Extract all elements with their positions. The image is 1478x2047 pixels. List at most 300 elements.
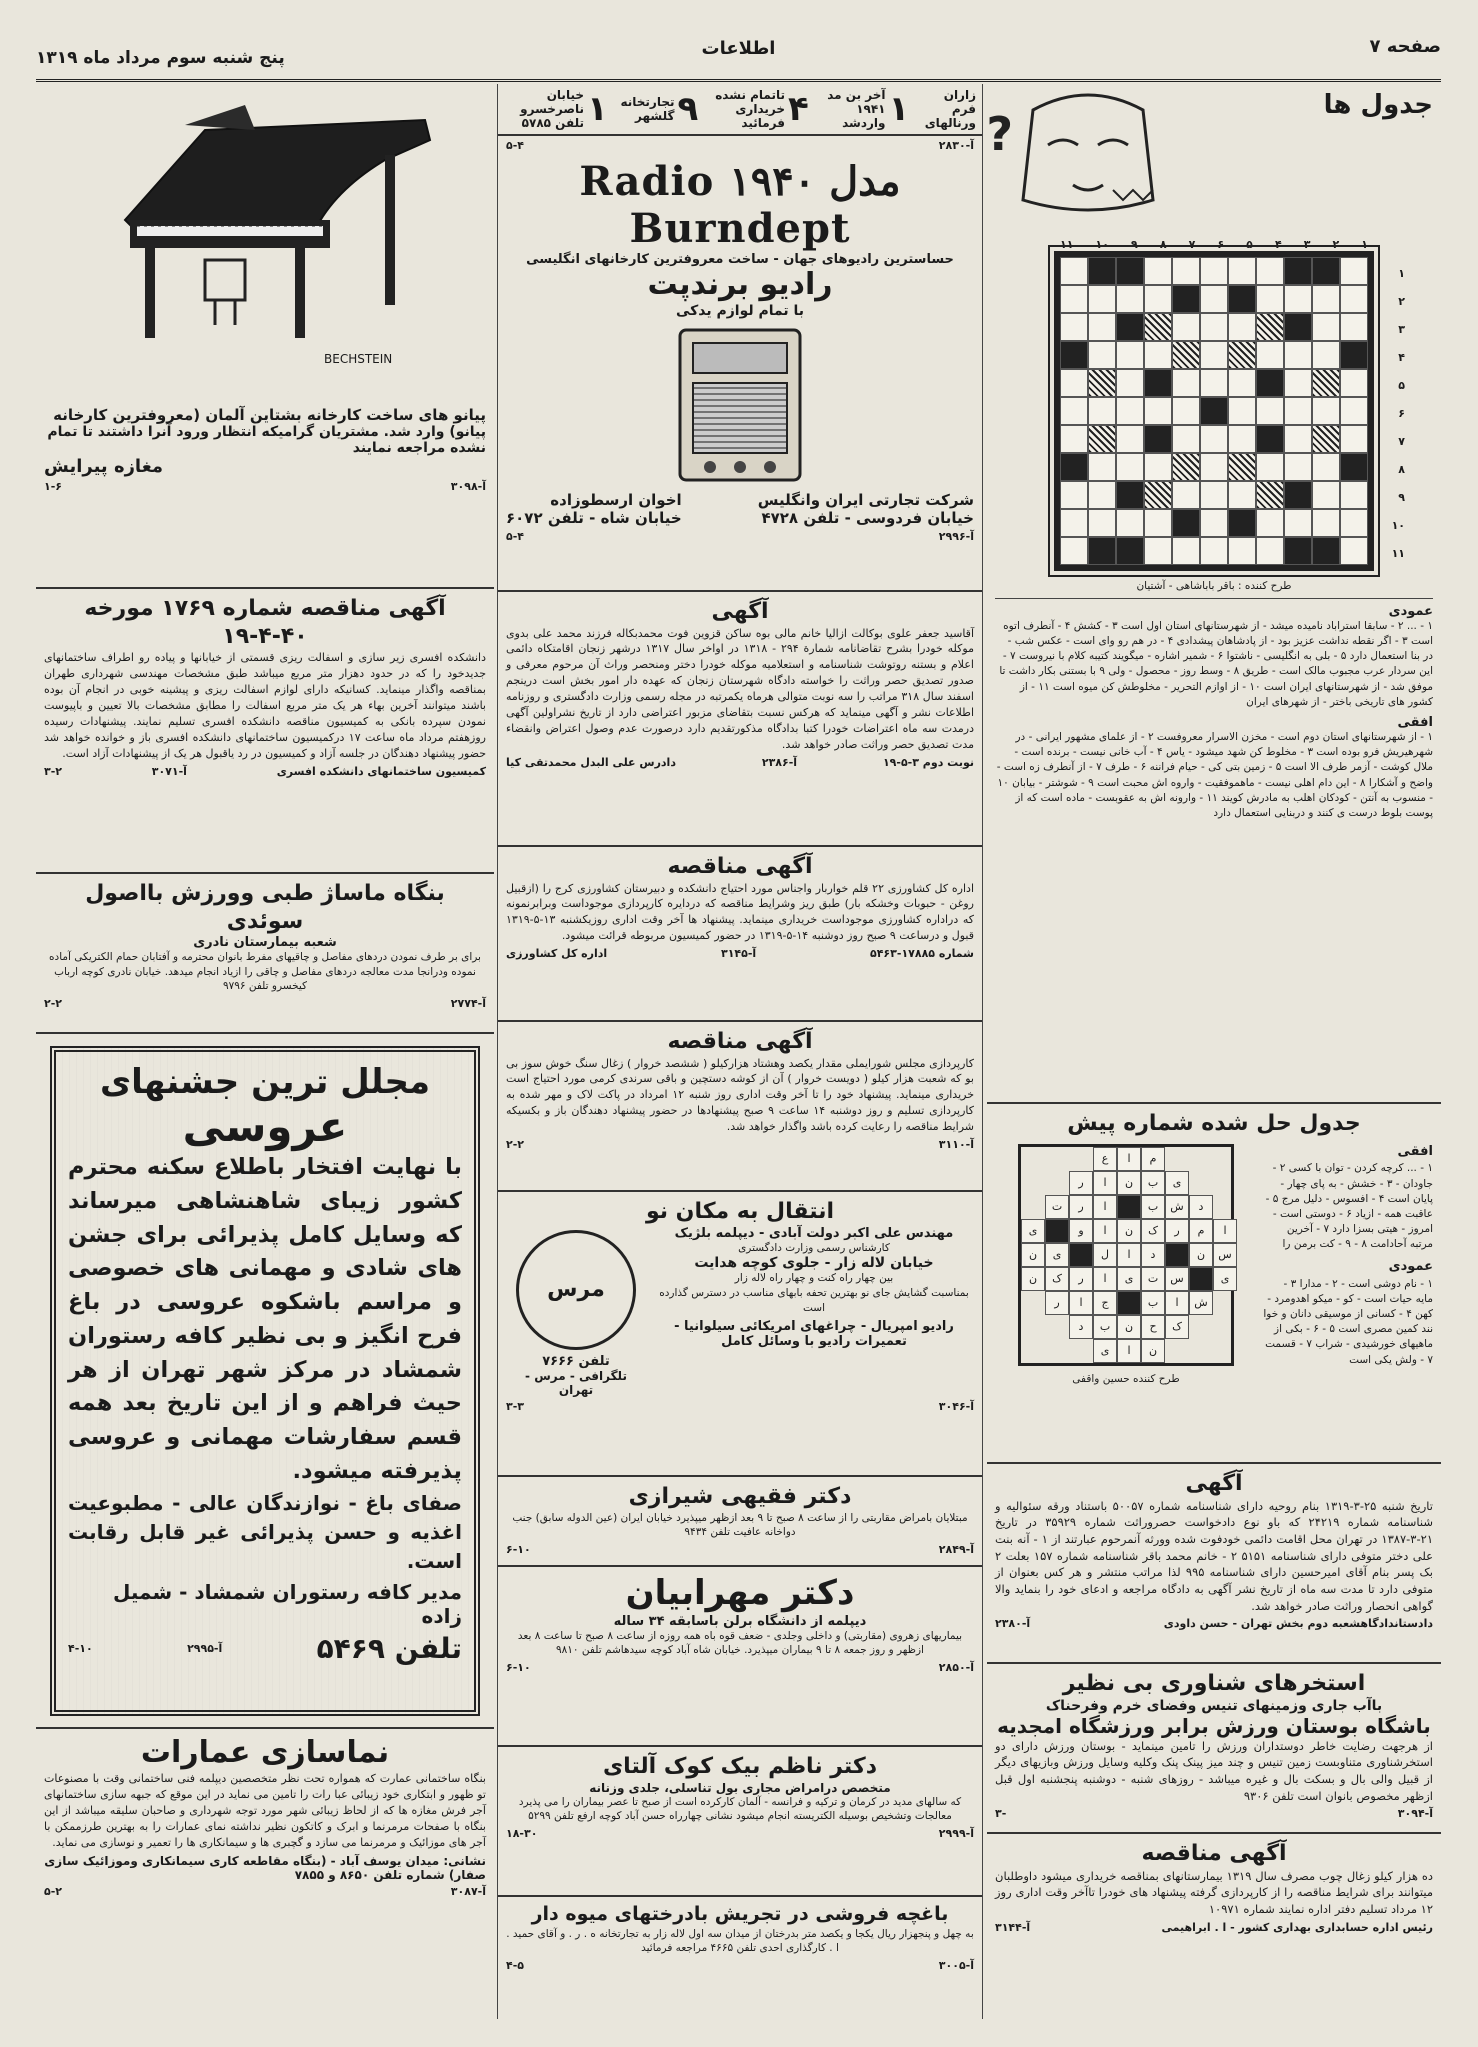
crossword-cell	[1312, 537, 1340, 565]
tender-right	[987, 1834, 1441, 2014]
row-num: ۱	[1398, 267, 1405, 280]
solution-cell	[1213, 1339, 1237, 1363]
solution-cell: ش	[1165, 1195, 1189, 1219]
top-item-num: ۴	[788, 89, 809, 129]
crossword-cell	[1088, 537, 1116, 565]
crossword-cell	[1172, 397, 1200, 425]
notice-center	[498, 592, 982, 847]
nazem-ref-row	[506, 1827, 974, 1840]
row-num: ۳	[1398, 323, 1405, 336]
crossword-cell	[1088, 369, 1116, 397]
pools-body: از هرجهت رضایت خاطر دوستداران ورزش را تامین مینماید - بوستان ورزش دارای دو استخرشناوری متناوبست زمین تنیس و چند میز پینک پنک وکلیه وسایل ورزش وبازیهای دیگر از قبیل والی بال و بسکت بال و غیره میباشد - روزهای شنبه - دوشنبه پنجشنبه اول قبل ازظهر مخصوص بانوان است تلفن ۹۳۰۶	[995, 1738, 1433, 1803]
crossword-cell	[1172, 481, 1200, 509]
solution-h-head: افقی	[1397, 1143, 1433, 1159]
crossword-cell	[1284, 481, 1312, 509]
solution-cell: ا	[1069, 1291, 1093, 1315]
solution-cell	[1069, 1339, 1093, 1363]
facade-title: نماسازی عمارات	[140, 1735, 390, 1770]
solution-cell	[1045, 1315, 1069, 1339]
piano-ref-row	[44, 480, 486, 493]
massage-num: ۲-۲	[44, 997, 62, 1011]
mehrabian-ref-row	[506, 1661, 974, 1674]
row-num: ۴	[1398, 351, 1405, 364]
seller-left-name: اخوان ارسطوزاده	[550, 491, 682, 509]
row-num: ۲	[1398, 295, 1405, 308]
radio-name: رادیو برندپت	[647, 267, 833, 302]
solution-cell: د	[1189, 1195, 1213, 1219]
crossword-cell	[1116, 509, 1144, 537]
tender-agri-body: اداره کل کشاورزی ۲۲ قلم خواربار واجناس مورد احتیاج دانشکده و دبیرستان کشاورزی کرج را (ازقبیل روغن - حبوبات وخشکه بار) طبق ریز وشرایط مناقصه که دردایره کارپردازی موجوداست وبرابرنمونه که دراداره کشاورزی موجوداست خریداری مینماید. پیشنهاد ها آخر وقت اداری روزیکشنبه ۱۳-۵-۱۳۱۹ قبول و درساعت ۹ صبح روز دوشنبه ۱۴-۵-۱۳۱۹ در حضور کمیسیون مربوطه قرائت میشود.	[506, 881, 975, 943]
garden-title: باغچه فروشی در تجریش بادرختهای میوه دار	[531, 1903, 949, 1925]
solution-cell	[1069, 1243, 1093, 1267]
piano-ad	[36, 84, 494, 589]
crossword-cell	[1256, 285, 1284, 313]
solution-cell	[1213, 1291, 1237, 1315]
wedding-ad	[36, 1034, 494, 1729]
solution-v-clues: ۱ - نام دوشی است - ۲ - مدارا ۳ - مایه حیات است - کو - میکو اهدومرد - کهن ۴ - کسانی از موسیقی دانان و خوا نند کمین مصری است ۵ - ۶ - بکی از ماهیهای خورشیدی - شراب ۷ - قسمت ۷ - ولش یکی است	[1263, 1277, 1433, 1366]
solution-cell	[1045, 1171, 1069, 1195]
top-item-text: تجارتخانه گلشهر	[620, 95, 675, 123]
crossword-cell	[1200, 285, 1228, 313]
facade-addr: نشانی: میدان یوسف آباد - (بنگاه مقاطعه کاری سیمانکاری وموزائیک سازی صفار) شماره تلفن ۸۶۵۰ و ۷۸۵۵	[44, 1853, 486, 1882]
solution-cell	[1165, 1147, 1189, 1171]
solution-cell: م	[1141, 1147, 1165, 1171]
top-item	[705, 88, 809, 130]
crossword-cell	[1312, 369, 1340, 397]
left-column	[36, 84, 494, 2019]
crossword-cell	[1144, 369, 1172, 397]
col-num: ۶	[1217, 238, 1225, 251]
facade-ref: آ-۳۰۸۷	[450, 1884, 486, 1898]
move-telegraph: تلگرافی - مرس - تهران	[525, 1368, 627, 1397]
mehrabian-title: دکتر مهرابیان	[625, 1573, 855, 1613]
top-item	[816, 88, 910, 130]
garden-num: ۴-۵	[506, 1959, 524, 1973]
crossword-cell	[1256, 509, 1284, 537]
pools-ref-row	[995, 1807, 1433, 1820]
solution-cell	[1045, 1339, 1069, 1363]
wedding-line1: مجلل ترین جشنهای	[99, 1062, 431, 1102]
solution-cell	[1189, 1315, 1213, 1339]
solution-cell: ا	[1117, 1339, 1141, 1363]
notice-right	[987, 1464, 1441, 1664]
solution-cell: ا	[1117, 1147, 1141, 1171]
solution-wrap	[995, 1138, 1433, 1387]
crossword-cell	[1228, 341, 1256, 369]
row-num: ۸	[1398, 463, 1405, 476]
solution-cell: ب	[1141, 1291, 1165, 1315]
crossword-cell	[1284, 285, 1312, 313]
crossword-cell	[1340, 313, 1368, 341]
crossword-cell	[1200, 341, 1228, 369]
solution-cell: ر	[1165, 1219, 1189, 1243]
notice-center-ref-row	[506, 756, 974, 769]
solution-cell	[1021, 1195, 1045, 1219]
solution-v-head: عمودی	[1388, 1258, 1433, 1274]
tender-univ-body: دانشکده افسری زیر سازی و اسفالت ریزی قسمتی از خیابانها و پیاده رو اطراف ساختمانهای جدیدخود را که در حدود دهزار متر مربع میباشد طبق مشخصات مهندسی شهرداری طهران بمناقصه واگذار مینماید. کسانیکه دارای لوازم اسفالت ریزی و پیشینه خوبی در انجام آن بوده باشند میتوانند آخرین بهاء هر یک متر مربع اسفالت را مطابق مشخصات بالا تعیین و باپیوست نمودن سپرده بانکی به کمیسیون مناقصه دانشکده افسری تسلیم نمایند. پیشنهادات رسیده روزهفتم مرداد ماه ساعت ۱۷ درکمیسیون ساختمانهای دانشکده افسری باز و خوانده خواهد شد حضور پیشنهاد دهندگان در جلسه آزاد و کمیسیون در رد یاقبول هر یک از پیشنهادات آزاد است.	[44, 651, 486, 760]
crossword-col-numbers	[1060, 238, 1368, 251]
crossword-cell	[1116, 369, 1144, 397]
solution-cell: ا	[1093, 1171, 1117, 1195]
solution-credit: طرح کننده حسین واقفی	[1072, 1372, 1180, 1385]
piano-brand: BECHSTEIN	[324, 352, 393, 366]
crossword-cell	[1256, 453, 1284, 481]
move-num: ۳-۳	[506, 1399, 524, 1413]
top-ref-row	[498, 139, 982, 152]
crossword-cell	[1116, 341, 1144, 369]
radio-num: ۵-۴	[506, 530, 524, 543]
col-num: ۸	[1159, 238, 1167, 251]
crossword-cell	[1256, 369, 1284, 397]
solution-cell: ک	[1165, 1315, 1189, 1339]
crossword-cell	[1088, 481, 1116, 509]
solution-cell: د	[1069, 1315, 1093, 1339]
solution-cell	[1021, 1147, 1045, 1171]
solution-clues	[1263, 1138, 1433, 1387]
crossword-cell	[1284, 257, 1312, 285]
radio-ad	[498, 152, 982, 592]
tender-univ-num: ۳-۲	[44, 764, 62, 778]
solution-cell	[1045, 1219, 1069, 1243]
crossword-cell	[1172, 537, 1200, 565]
crossword-cell	[1200, 369, 1228, 397]
mehrabian-ref: آ-۲۸۵۰	[938, 1661, 974, 1675]
crossword-cell	[1340, 481, 1368, 509]
move-name: مهندس علی اکبر دولت آبادی - دیپلمه بلژیک	[674, 1225, 954, 1241]
paper-name: اطلاعات	[701, 38, 776, 59]
notice-center-title: آگهی	[711, 599, 769, 624]
crossword-title: جدول ها	[1323, 90, 1433, 120]
crossword-cell	[1340, 285, 1368, 313]
crossword-cell	[1228, 369, 1256, 397]
stamp-logo: مرس	[516, 1230, 636, 1350]
crossword-cell	[1144, 453, 1172, 481]
nazem-sub: متخصص درامراض مجاری بول تناسلی، جلدی وزنانه	[589, 1780, 891, 1795]
notice-right-signature: دادستاندادگاهشعبه دوم بخش تهران - حسن داودی	[1163, 1617, 1433, 1631]
col-num: ۱۱	[1060, 238, 1074, 251]
move-role: کارشناس رسمی وزارت دادگستری	[738, 1241, 890, 1254]
crossword-cell	[1228, 257, 1256, 285]
massage-title: بنگاه ماساژ طبی وورزش بااصول سوئدی	[85, 881, 445, 934]
massage-ref-row	[44, 997, 486, 1010]
facade-ref-row	[44, 1885, 486, 1898]
svg-text:?: ?	[986, 107, 1013, 161]
facade-num: ۵-۲	[44, 1884, 62, 1898]
col-num: ۲	[1332, 238, 1340, 251]
garden-body: به چهل و پنجهزار ریال یکجا و یکصد متر بدرختان از میدان سه اول لاله زار به تجارتخانه ه . ر . و آقای حمید . ا . کارگذاری احدی تلفن ۴۶۶۵ مراجعه فرمائید	[506, 1927, 974, 1955]
solution-cell: ی	[1045, 1243, 1069, 1267]
solution-cell: م	[1189, 1219, 1213, 1243]
faghihi-num: ۶-۱۰	[506, 1542, 531, 1556]
crossword-cell	[1060, 453, 1088, 481]
solution-cell: ن	[1021, 1243, 1045, 1267]
piano-ref: آ-۳۰۹۸	[450, 480, 486, 493]
crossword-cell	[1340, 537, 1368, 565]
crossword-cell	[1200, 313, 1228, 341]
crossword-cell	[1312, 313, 1340, 341]
crossword-cell	[1060, 313, 1088, 341]
solution-cell: ن	[1141, 1339, 1165, 1363]
crossword-cell	[1116, 453, 1144, 481]
crossword-cell	[1228, 313, 1256, 341]
pools-club: باشگاه بوستان ورزش برابر ورزشگاه امجدیه	[997, 1713, 1431, 1738]
top-ref-b: ۵-۴	[506, 139, 524, 152]
solution-cell: ک	[1045, 1267, 1069, 1291]
crossword-cell	[1340, 341, 1368, 369]
massage-body: برای بر طرف نمودن دردهای مفاصل و چاقیهای مفرط بانوان محترمه و آفتابان حمام الکتریکی آماده نموده ودرانجا مدت معالجه دردهای مفاصل و چاقی را ازیاد انجام میدهد. خیابان نادری کوچه ارباب کیخسرو تلفن ۹۷۹۶	[49, 951, 481, 993]
crossword-cell	[1200, 453, 1228, 481]
solution-cell	[1021, 1315, 1045, 1339]
pools-num: ۳-	[995, 1807, 1007, 1821]
crossword-cell	[1340, 397, 1368, 425]
crossword-cell	[1200, 257, 1228, 285]
solution-cell: ا	[1165, 1291, 1189, 1315]
move-side	[506, 1226, 646, 1397]
solution-cell: ن	[1117, 1219, 1141, 1243]
solution-cell	[1021, 1291, 1045, 1315]
top-ref-a: آ-۲۸۳۰	[938, 139, 974, 152]
crossword-cell	[1060, 285, 1088, 313]
solution-cell: ش	[1189, 1291, 1213, 1315]
top-item-text: خیابان ناصرخسرو تلفن ۵۷۸۵	[520, 88, 584, 130]
wedding-phone: تلفن ۵۴۶۹	[316, 1631, 462, 1665]
crossword-cell	[1172, 285, 1200, 313]
solution-cell	[1117, 1291, 1141, 1315]
crossword-cell	[1088, 257, 1116, 285]
crossword-cell	[1228, 397, 1256, 425]
faghihi-ref-row	[506, 1543, 974, 1556]
garden-ad	[498, 1897, 982, 2027]
solution-cell: ا	[1213, 1219, 1237, 1243]
puzzle-face-illustration-icon	[986, 90, 1183, 220]
solution-cell: ب	[1141, 1195, 1165, 1219]
crossword-cell	[1200, 537, 1228, 565]
solution-cell: ی	[1021, 1219, 1045, 1243]
crossword-section	[987, 84, 1441, 1104]
tender-agri-title: آگهی مناقصه	[667, 854, 813, 879]
radio-sellers	[506, 491, 974, 527]
crossword-cell	[1088, 425, 1116, 453]
crossword-cell	[1088, 453, 1116, 481]
radio-ref: آ-۲۹۹۶	[938, 530, 974, 543]
solution-cell	[1189, 1147, 1213, 1171]
crossword-grid-wrap	[1029, 238, 1405, 571]
wedding-line3: صفای باغ - نوازندگان عالی - مطبوعیت اغذیه و حسن پذیرائی غیر قابل رقابت است.	[68, 1490, 462, 1573]
massage-sub: شعبه بیمارستان نادری	[193, 935, 337, 950]
notice-right-ref-row	[995, 1617, 1433, 1630]
crossword-cell	[1340, 425, 1368, 453]
solution-cell	[1117, 1195, 1141, 1219]
solution-cell: ب	[1141, 1171, 1165, 1195]
nazem-ref: آ-۲۹۹۹	[938, 1826, 974, 1840]
crossword-cell	[1144, 537, 1172, 565]
piano-num: ۱-۶	[44, 480, 62, 493]
crossword-cell	[1200, 397, 1228, 425]
center-column	[497, 84, 983, 2019]
crossword-cell	[1284, 341, 1312, 369]
top-item	[504, 88, 608, 130]
tender-agri-ref-row	[506, 947, 974, 960]
crossword-cell	[1116, 537, 1144, 565]
crossword-cell	[1144, 285, 1172, 313]
pools-subtitle: باآب جاری وزمینهای تنیس وفضای خرم وفرحناک	[1045, 1697, 1383, 1714]
grand-piano-icon	[85, 100, 445, 350]
crossword-cell	[1312, 397, 1340, 425]
radio-ref-row	[506, 530, 974, 543]
col-num: ۴	[1274, 238, 1282, 251]
tender-univ	[36, 589, 494, 874]
crossword-cell	[1116, 313, 1144, 341]
crossword-cell	[1116, 481, 1144, 509]
solution-cell	[1165, 1339, 1189, 1363]
crossword-cell	[1060, 369, 1088, 397]
faghihi-ref: آ-۲۸۴۹	[938, 1542, 974, 1556]
crossword-cell	[1060, 509, 1088, 537]
crossword-cell	[1172, 453, 1200, 481]
move-title: انتقال به مکان نو	[645, 1199, 835, 1224]
nazem-num: ۱۸-۳۰	[506, 1826, 538, 1840]
solution-cell	[1189, 1339, 1213, 1363]
crossword-cell	[1172, 369, 1200, 397]
tender-parl-title: آگهی مناقصه	[667, 1029, 813, 1054]
crossword-cell	[1256, 425, 1284, 453]
faghihi-body: مبتلایان بامراض مقاربتی را از ساعت ۸ صبح تا ۹ بعد ازظهر میپذیرد خیابان ایران (عین الدوله سابق) جنب دواخانه عافیت تلفن ۹۴۳۴	[512, 1511, 968, 1539]
tender-agri	[498, 847, 982, 1022]
tender-parl-body: کارپردازی مجلس شورایملی مقدار یکصد وهشتاد هزارکیلو ( ششصد خروار ) زغال سنگ خوش سوز بی بو که شعبت هزار کیلو ( دویست خروار ) آن از کوشه دستچین و باقی سرندی کرمی مورد احتیاج است خریداری مینماید. پیشنهاد خود را تا آخر وقت اداری روز شنبه ۱۲ امرداد در پاکت لاک و مهر شده به کارپردازی تسلیم و روز دوشنبه ۱۴ ساعت ۹ صبح پیشنهادها در حضور پیشنهاد دهندگان باز و بکسیکه شرایط مناقصه را رعایت کرده باشد واگذار خواهد شد.	[506, 1056, 974, 1134]
crossword-cell	[1200, 425, 1228, 453]
move-content	[506, 1226, 974, 1397]
solution-cell: و	[1069, 1219, 1093, 1243]
crossword-cell	[1228, 509, 1256, 537]
crossword-cell	[1172, 425, 1200, 453]
solution-cell	[1213, 1195, 1237, 1219]
move-addr: خیابان لاله زار - جلوی کوچه هدایت	[694, 1255, 934, 1272]
crossword-cell	[1312, 341, 1340, 369]
move-phone: تلفن ۷۶۶۶	[542, 1353, 610, 1369]
crossword-cell	[1228, 537, 1256, 565]
mehrabian-num: ۶-۱۰	[506, 1661, 531, 1675]
col-num: ۹	[1131, 238, 1138, 251]
solution-cell	[1021, 1171, 1045, 1195]
crossword-cell	[1200, 509, 1228, 537]
solution-cell	[1213, 1171, 1237, 1195]
row-num: ۷	[1398, 435, 1405, 448]
col-num: ۱	[1361, 238, 1368, 251]
crossword-cell	[1340, 509, 1368, 537]
row-num: ۱۰	[1391, 519, 1405, 532]
solution-cell	[1213, 1315, 1237, 1339]
crossword-cell	[1256, 341, 1284, 369]
wedding-manager: مدیر کافه رستوران شمشاد - شمیل زاده	[113, 1579, 462, 1628]
crossword-cell	[1116, 425, 1144, 453]
col-num: ۷	[1188, 238, 1196, 251]
crossword-cell	[1116, 285, 1144, 313]
row-num: ۱۱	[1391, 547, 1405, 560]
row-num: ۶	[1398, 407, 1405, 420]
tender-univ-signature: کمیسیون ساختمانهای دانشکده افسری	[276, 764, 486, 778]
crossword-cell	[1144, 425, 1172, 453]
tender-right-ref: آ-۳۱۴۴	[995, 1920, 1031, 1934]
crossword-cell	[1312, 285, 1340, 313]
faghihi-title: دکتر فقیهی شیرازی	[628, 1484, 852, 1509]
top-item-num: ۹	[677, 89, 699, 129]
facade-body: بنگاه ساختمانی عمارت که همواره تحت نظر متخصصین دیپلمه فنی ساختمانی وقت با مصنوعات تو ظهور و ابتکاری خود زیبائی عبا رات را تامین می نماید در این موقع که جبهه سازی ساختمانهای آجر فرش مغازه ها که از لحاظ زیبائی شهر مورد توجه شهرداری و صاحبان سلیقه میباشد از این بنگاه با صفحات مرمرنما و ابرک و کاتکون نظیر نداشته نمای عمارات را به بهترین طرزممکن با آجر های موزائیک و مرمرنما می سازد و گچبری ها و سیمانکاری ها را تعمیر و نوسازی می نماید.	[44, 1772, 486, 1849]
crossword-cell	[1172, 257, 1200, 285]
top-item	[615, 88, 699, 130]
top-item-num: ۱	[587, 89, 608, 129]
crossword-cell	[1144, 341, 1172, 369]
seller-right-name: شرکت تجارتی ایران وانگلیس	[757, 491, 974, 509]
crossword-cell	[1284, 369, 1312, 397]
solution-cell: ب	[1093, 1315, 1117, 1339]
crossword-cell	[1144, 257, 1172, 285]
solution-cell: ن	[1189, 1243, 1213, 1267]
crossword-cell	[1340, 453, 1368, 481]
solution-cell	[1165, 1243, 1189, 1267]
notice-center-signature: دادرس علی البدل محمدتقی کیا	[506, 756, 676, 769]
pools-title: استخرهای شناوری بی نظیر	[1062, 1671, 1366, 1696]
doc-faghihi	[498, 1477, 982, 1567]
tender-parl-ref: آ-۳۱۱۰	[938, 1138, 974, 1152]
massage-ad	[36, 874, 494, 1034]
notice-center-ref: آ-۲۳۸۶	[761, 756, 798, 769]
crossword-cell	[1116, 397, 1144, 425]
horizontal-head: افقی	[1397, 715, 1433, 730]
massage-ref: آ-۲۷۷۴	[450, 997, 486, 1011]
solution-title: جدول حل شده شماره پیش	[1067, 1111, 1361, 1136]
solution-cell	[1021, 1339, 1045, 1363]
tender-right-title: آگهی مناقصه	[1141, 1841, 1287, 1866]
move-addr2: بین چهار راه کنت و چهار راه لاله زار	[734, 1272, 894, 1285]
solution-cell	[1069, 1147, 1093, 1171]
crossword-cell	[1060, 481, 1088, 509]
garden-ref-row	[506, 1959, 974, 1972]
tender-univ-ref: آ-۳۰۷۱	[151, 764, 187, 778]
move-desc: بمناسبت گشایش جای نو بهترین تحفه بابهای مناسب در دسترس گذارده است	[659, 1286, 969, 1314]
crossword-cell	[1284, 313, 1312, 341]
solution-cell: ت	[1045, 1195, 1069, 1219]
wedding-num: ۴-۱۰	[68, 1641, 93, 1655]
radio-seller-left	[506, 491, 682, 527]
crossword-cell	[1256, 313, 1284, 341]
facade-ad	[36, 1729, 494, 2029]
crossword-cell	[1088, 313, 1116, 341]
crossword-cell	[1200, 481, 1228, 509]
crossword-cell	[1228, 285, 1256, 313]
solution-grid-wrap	[995, 1138, 1257, 1387]
radio-sub: با تمام لوازم یدکی	[675, 303, 805, 319]
radio-seller-right	[758, 491, 974, 527]
tender-parl	[498, 1022, 982, 1192]
move-items: رادیو امپریال - چراغهای امریکائی سیلوانیا - تعمیرات رادیو با وسائل کامل	[674, 1319, 954, 1350]
crossword-cell	[1256, 481, 1284, 509]
crossword-cell	[1088, 509, 1116, 537]
row-num: ۵	[1398, 379, 1405, 392]
crossword-cell	[1284, 397, 1312, 425]
solution-cell: ع	[1093, 1147, 1117, 1171]
horizontal-clues: ۱ - از شهرستانهای استان دوم است - مخزن الاسرار معروفست ۲ - از علمای مشهور ایرانی - در شهرهیریش فرو بوده است ۳ - مخلوط کن شهد میشود - یاس ۴ - آب خانی نیست - برنده است - ملال کوشت - آزمر طرف الا است ۵ - زمین بتی کی - حیام فراننه ۶ - طرف ۷ - از آنطرف زه است - واضح و آشکارا ۸ - این دام اهلی نیست - ماهموفقیت - واروه اش محبت است ۹ - شوشتر - بیابان ۱۰ - منسوب به آنتن - کودکان اهلب به مادرش کویند ۱۱ - وارونه اش به عقوبست - ماده است که از پوست بلوط درست ی کنند و دربنایی استعمال دارد	[996, 731, 1433, 820]
issue-date: پنج شنبه سوم مرداد ماه ۱۳۱۹	[36, 48, 285, 68]
move-ad	[498, 1192, 982, 1477]
vertical-clues: ۱ - ... ۲ - سابقا استراباد نامیده میشد - از شهرستانهای استان اول است ۳ - کشش ۴ - آنطرف اتوه است ۳ - اگر نقطه نداشت عزیز بود - از پادشاهان پیشدادی ۴ - در هم رو وای است - عکس شب - در بنا استعمال دارد ۵ - بلی به انگلیسی - ناشتوا ۶ - شمیر اشاره - میگویند کتیبه کلام با نیروست ۷ - این سردار عرب مجبوب مالک است - طریق ۸ - وسط روز - محصول - ولی ۹ با بستنی بکار داشت تا موفق شد - از شهرستانهای ایران است ۱۰ - از اوازم التحریر - مخلوطش کن میوه است ۱۱ - از کشور های تاریخی باختر - از شهرهای ایران	[999, 619, 1433, 708]
solution-cell: د	[1141, 1243, 1165, 1267]
crossword-cell	[1228, 481, 1256, 509]
solution-cell	[1045, 1147, 1069, 1171]
piano-store: مغازه پیرایش	[44, 456, 163, 477]
wedding-ref: آ-۲۹۹۵	[187, 1641, 223, 1655]
piano-title: پیانو های ساخت کارخانه بشتاین آلمان (معروفترین کارخانه	[53, 406, 486, 424]
crossword-cell	[1340, 369, 1368, 397]
